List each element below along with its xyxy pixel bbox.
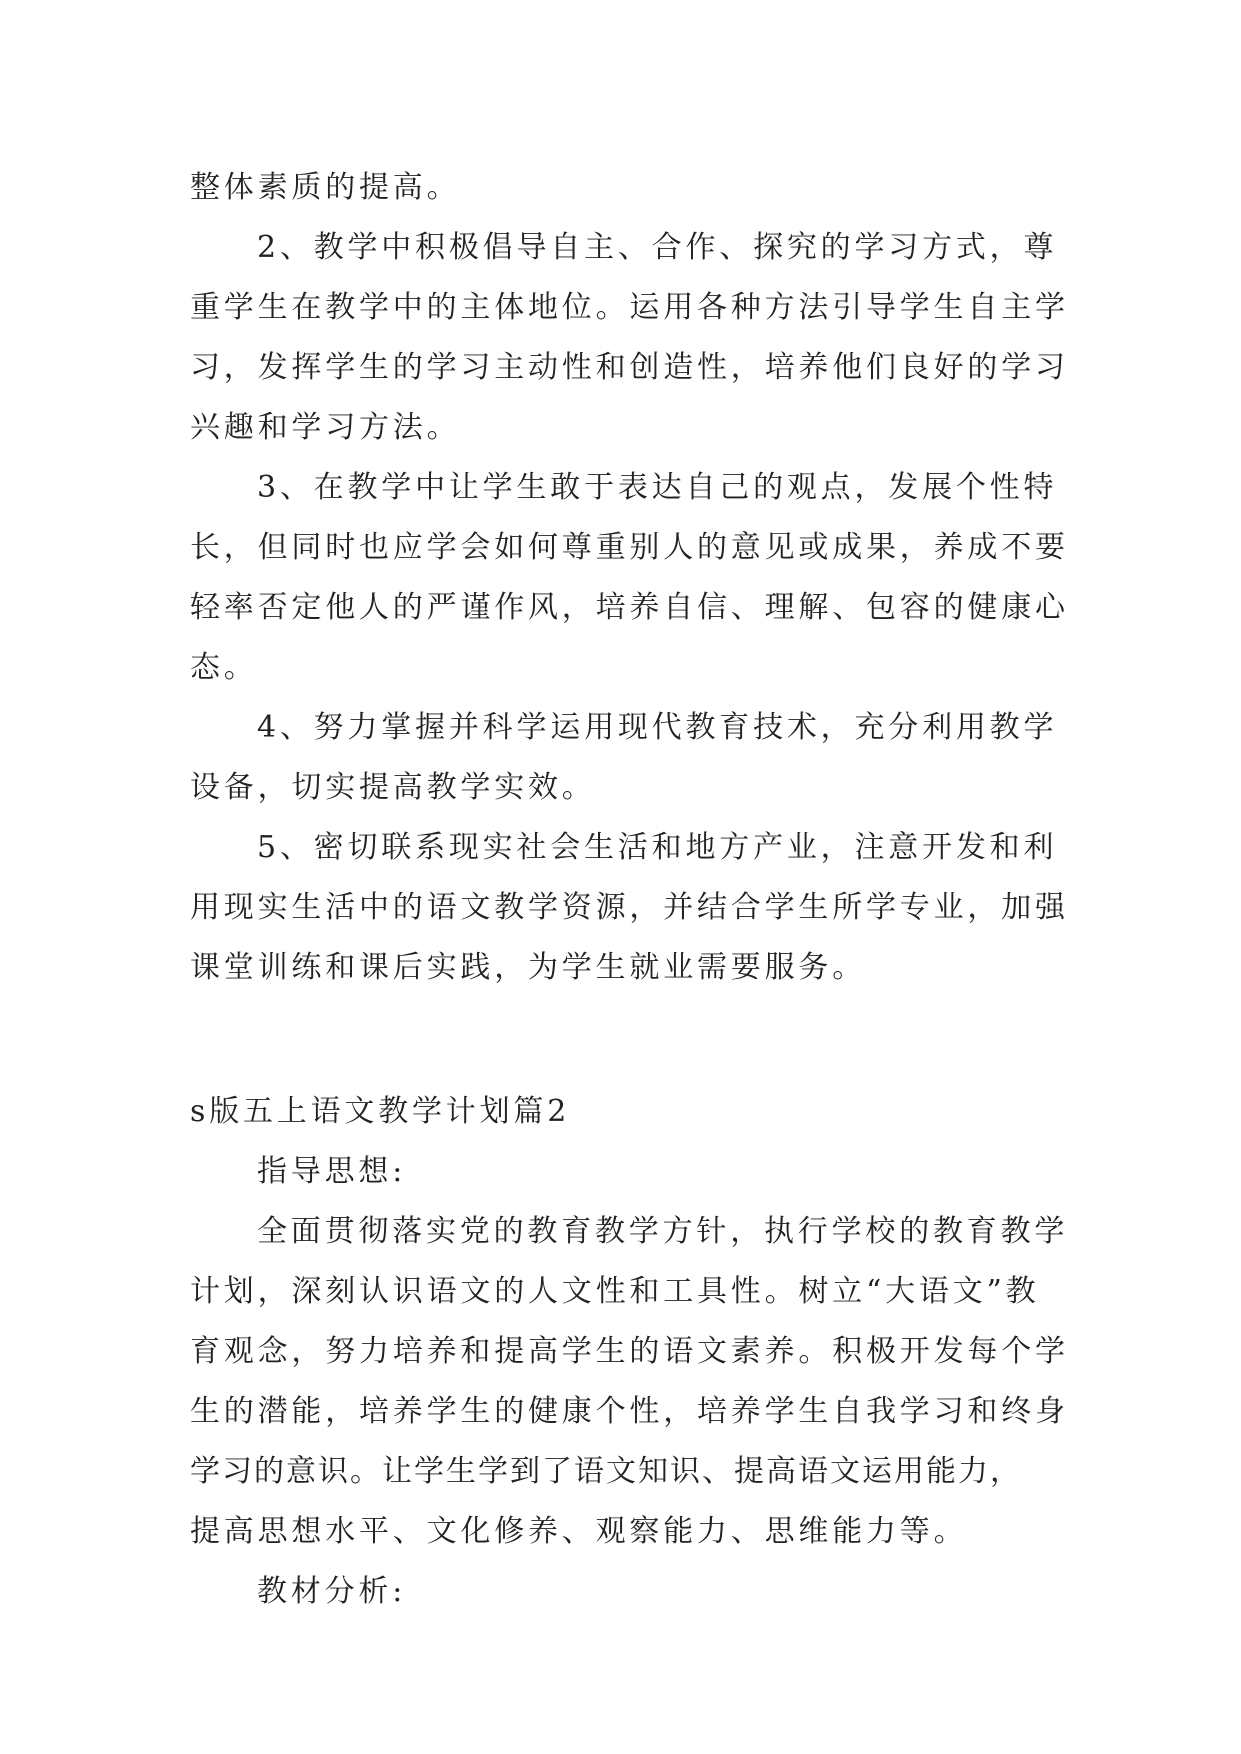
section-gap xyxy=(190,998,1062,1082)
paragraph-line: 习，发挥学生的学习主动性和创造性，培养他们良好的学习 xyxy=(190,350,1069,385)
document-body xyxy=(190,158,1069,1622)
paragraph-line: 5、密切联系现实社会生活和地方产业，注意开发和利 xyxy=(257,830,1058,865)
paragraph-line: 重学生在教学中的主体地位。运用各种方法引导学生自主学 xyxy=(190,290,1069,325)
paragraph-line: 4、努力掌握并科学运用现代教育技术，充分利用教学 xyxy=(257,710,1058,745)
paragraph-line: 育观念，努力培养和提高学生的语文素养。积极开发每个学 xyxy=(190,1334,1069,1369)
paragraph-line: 指导思想: xyxy=(257,1154,407,1189)
paragraph-line: 课堂训练和课后实践，为学生就业需要服务。 xyxy=(190,950,866,985)
paragraph-line: 学习的意识。让学生学到了语文知识、提高语文运用能力， xyxy=(190,1454,1022,1489)
paragraph-line: 轻率否定他人的严谨作风，培养自信、理解、包容的健康心 xyxy=(190,590,1069,625)
paragraph-line: 计划，深刻认识语文的人文性和工具性。树立“大语文”教 xyxy=(190,1274,1040,1309)
paragraph-line: 整体素质的提高。 xyxy=(190,170,461,205)
paragraph-line: 态。 xyxy=(190,650,258,685)
paragraph-line: 提高思想水平、文化修养、观察能力、思维能力等。 xyxy=(190,1514,968,1549)
paragraph-line: 2、教学中积极倡导自主、合作、探究的学习方式，尊 xyxy=(257,230,1058,265)
paragraph-line: 教材分析: xyxy=(257,1574,407,1609)
paragraph-line: 全面贯彻落实党的教育教学方针，执行学校的教育教学 xyxy=(257,1214,1069,1249)
paragraph-line: 3、在教学中让学生敢于表达自己的观点，发展个性特 xyxy=(257,470,1058,505)
section-title: s版五上语文教学计划篇2 xyxy=(190,1094,571,1129)
paragraph-line: 兴趣和学习方法。 xyxy=(190,410,461,445)
paragraph-line: 用现实生活中的语文教学资源，并结合学生所学专业，加强 xyxy=(190,890,1069,925)
paragraph-line: 生的潜能，培养学生的健康个性，培养学生自我学习和终身 xyxy=(190,1394,1069,1429)
paragraph-line: 设备，切实提高教学实效。 xyxy=(190,770,596,805)
paragraph-line: 长，但同时也应学会如何尊重别人的意见或成果，养成不要 xyxy=(190,530,1069,565)
